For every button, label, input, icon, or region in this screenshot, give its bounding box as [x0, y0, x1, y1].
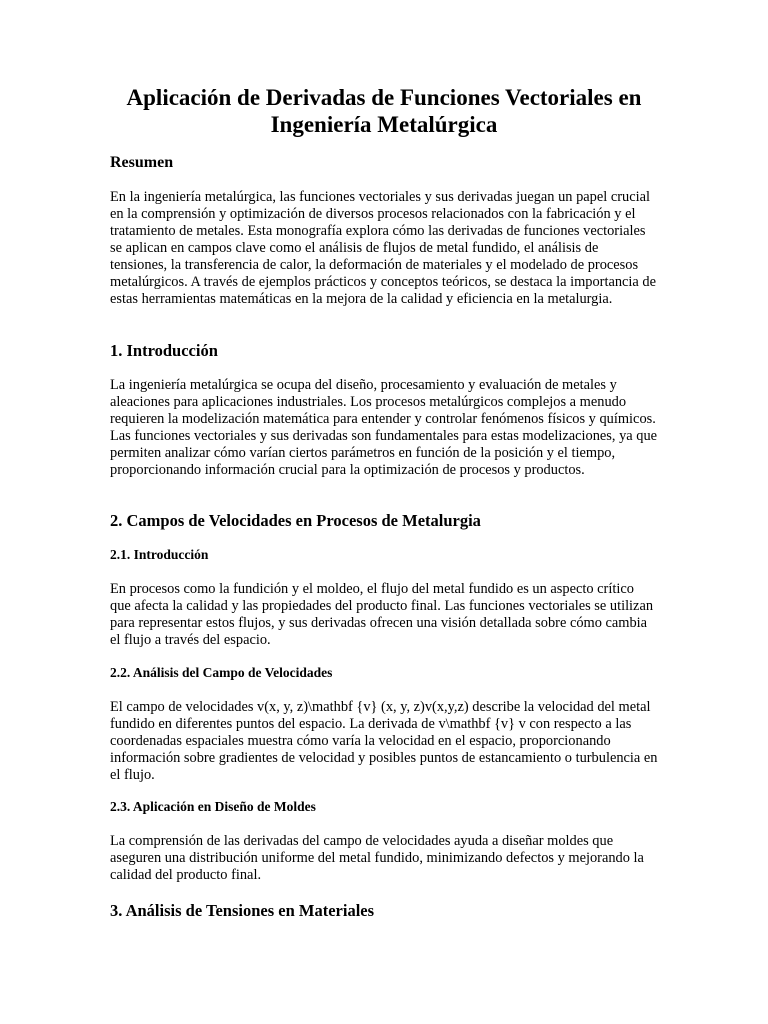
document-title: Aplicación de Derivadas de Funciones Vectoriales en Ingeniería Metalúrgica [126, 85, 642, 137]
section-1-paragraph: La ingeniería metalúrgica se ocupa del diseño, procesamiento y evaluación de metales y aleaciones para aplicaciones industriales. Los procesos metalúrgicos complejos a menudo requieren la modelización matemática para entender y controlar fenómenos físicos y químicos. Las funciones vectoriales y sus derivadas son fundamentales para estas modelizaciones, ya que permiten analizar cómo varían ciertos parámetros en función de la posición y el tiempo, proporcionando información crucial para la optimización de procesos y productos. [110, 377, 658, 478]
section-2-2-heading: 2.2. Análisis del Campo de Velocidades [110, 665, 333, 680]
abstract-paragraph: En la ingeniería metalúrgica, las funciones vectoriales y sus derivadas juegan un papel crucial en la comprensión y optimización de diversos procesos relacionados con la fabricación y el tratamiento de metales. Esta monografía explora cómo las derivadas de funciones vectoriales se aplican en campos clave como el análisis de flujos de metal fundido, el análisis de tensiones, la transferencia de calor, la deformación de materiales y el modelado de procesos metalúrgicos. A través de ejemplos prácticos y conceptos teóricos, se destaca la importancia de estas herramientas matemáticas en la mejora de la calidad y eficiencia en la metalurgia. [110, 189, 656, 307]
section-2-2-paragraph: El campo de velocidades v(x, y, z)\mathbf {v} (x, y, z)v(x,y,z) describe la velocidad del metal fundido en diferentes puntos del espacio. La derivada de v\mathbf {v} v con respecto a las coordenadas espaciales muestra cómo varía la velocidad en el espacio, proporcionando información sobre gradientes de velocidad y posibles puntos de estancamiento o turbulencia en el flujo. [110, 699, 658, 783]
section-2-3-heading: 2.3. Aplicación en Diseño de Moldes [110, 799, 316, 814]
section-2-1-paragraph: En procesos como la fundición y el moldeo, el flujo del metal fundido es un aspecto crítico que afecta la calidad y las propiedades del producto final. Las funciones vectoriales se utilizan para representar estos flujos, y sus derivadas ofrecen una visión detallada sobre cómo cambia el flujo a través del espacio. [110, 581, 654, 648]
section-1-heading: 1. Introducción [110, 341, 218, 360]
section-2-3-paragraph: La comprensión de las derivadas del campo de velocidades ayuda a diseñar moldes que aseguren una distribución uniforme del metal fundido, minimizando defectos y mejorando la calidad del producto final. [110, 833, 644, 883]
section-3-heading: 3. Análisis de Tensiones en Materiales [110, 901, 375, 920]
section-2-1-heading: 2.1. Introducción [110, 547, 209, 562]
section-2-heading: 2. Campos de Velocidades en Procesos de Metalurgia [110, 511, 481, 530]
abstract-heading: Resumen [110, 154, 174, 171]
